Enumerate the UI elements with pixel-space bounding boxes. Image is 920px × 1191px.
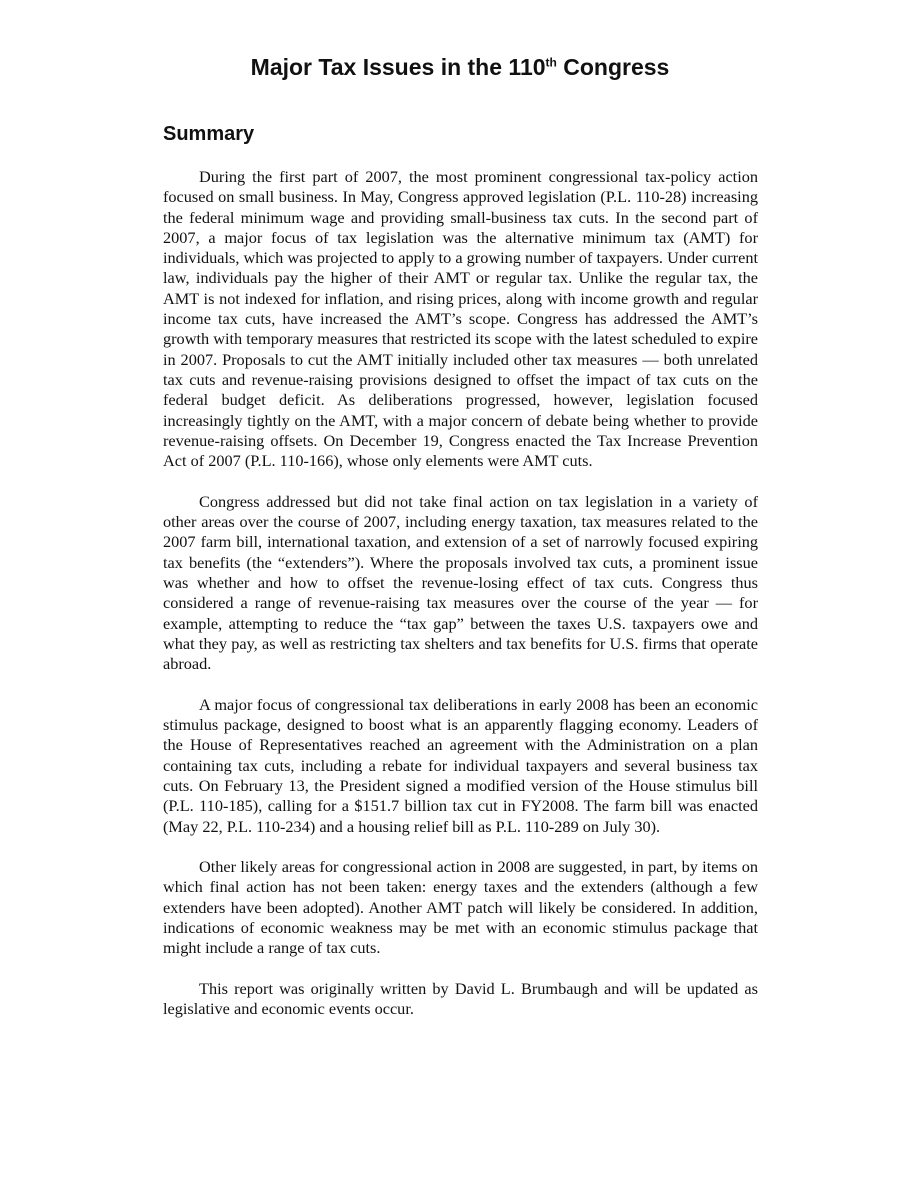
summary-paragraph-2: Congress addressed but did not take final action on tax legislation in a variety of other areas over the course of 2007, including energy taxation, tax measures related to the 2007 farm bill, international taxation, and extension of a set of narrowly focused expiring tax benefits (the “extenders”). Where the proposals involved tax cuts, a prominent issue was whether and how to offset the revenue-losing effect of tax cuts. Congress thus considered a range of revenue-raising tax measures over the course of the year — for example, attempting to reduce the “tax gap” between the taxes U.S. taxpayers owe and what they pay, as well as restricting tax shelters and tax benefits for U.S. firms that operate abroad.: [163, 491, 758, 674]
page-title-suffix: Congress: [556, 54, 670, 80]
summary-paragraph-5: This report was originally written by David L. Brumbaugh and will be updated as legislative and economic events occur.: [163, 978, 758, 1019]
summary-paragraph-3: A major focus of congressional tax deliberations in early 2008 has been an economic stimulus package, designed to boost what is an apparently flagging economy. Leaders of the House of Representatives reached an agreement with the Administration on a plan containing tax cuts, including a rebate for individual taxpayers and several business tax cuts. On February 13, the President signed a modified version of the House stimulus bill (P.L. 110-185), calling for a $151.7 billion tax cut in FY2008. The farm bill was enacted (May 22, P.L. 110-234) and a housing relief bill as P.L. 110-289 on July 30).: [163, 694, 758, 836]
section-heading-summary: Summary: [163, 123, 255, 145]
summary-body: [163, 167, 758, 1040]
page-title-superscript: th: [545, 55, 557, 70]
page-title-text: Major Tax Issues in the 110: [250, 54, 546, 80]
summary-paragraph-4: Other likely areas for congressional action in 2008 are suggested, in part, by items on which final action has not been taken: energy taxes and the extenders (although a few extenders have been adopted). Another AMT patch will likely be considered. In addition, indications of economic weakness may be met with an economic stimulus package that might include a range of tax cuts.: [163, 857, 758, 958]
page-title: [0, 52, 920, 82]
summary-paragraph-1: During the first part of 2007, the most prominent congressional tax-policy action focused on small business. In May, Congress approved legislation (P.L. 110-28) increasing the federal minimum wage and providing small-business tax cuts. In the second part of 2007, a major focus of tax legislation was the alternative minimum tax (AMT) for individuals, which was projected to apply to a growing number of taxpayers. Under current law, individuals pay the higher of their AMT or regular tax. Unlike the regular tax, the AMT is not indexed for inflation, and rising prices, along with income growth and regular income tax cuts, have increased the AMT’s scope. Congress has addressed the AMT’s growth with temporary measures that restricted its scope with the latest scheduled to expire in 2007. Proposals to cut the AMT initially included other tax measures — both unrelated tax cuts and revenue-raising provisions designed to offset the impact of tax cuts on the federal budget deficit. As deliberations progressed, however, legislation focused increasingly tightly on the AMT, with a major concern of debate being whether to provide revenue-raising offsets. On December 19, Congress enacted the Tax Increase Prevention Act of 2007 (P.L. 110-166), whose only elements were AMT cuts.: [163, 167, 758, 471]
